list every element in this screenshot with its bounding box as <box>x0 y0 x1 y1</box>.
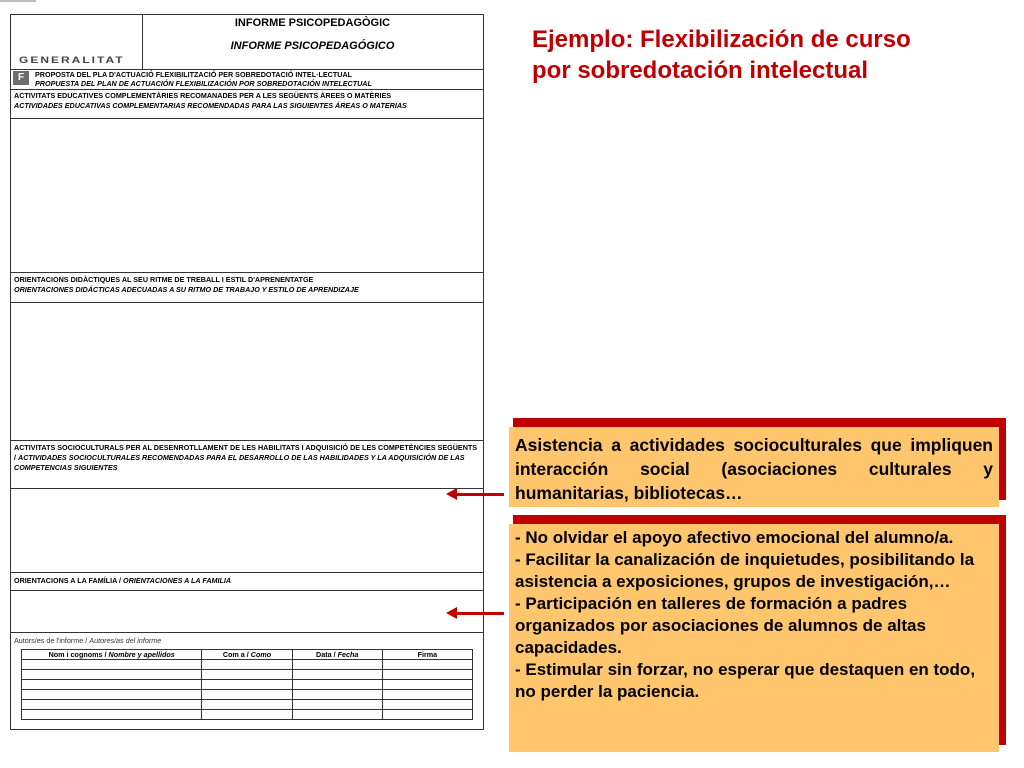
arrow-left-icon <box>456 612 504 615</box>
slide-title-line-1: Ejemplo: Flexibilización de curso <box>532 26 911 53</box>
callout-sociocultural-text: Asistencia a actividades socioculturales que impliquen interacción social (asociaciones culturales y humanitarias, bibliotecas… <box>515 435 993 503</box>
section-f-header <box>11 69 483 90</box>
table-cell[interactable] <box>292 660 382 670</box>
didactic-field[interactable] <box>11 303 483 441</box>
table-cell[interactable] <box>292 690 382 700</box>
activities-label-catalan: ACTIVITATS EDUCATIVES COMPLEMENTÀRIES RECOMANADES PER A LES SEGÜENTS ÀREES O MATÈRIES <box>14 91 392 100</box>
table-row <box>22 680 473 690</box>
family-field[interactable] <box>11 591 483 633</box>
authors-label-catalan: Autors/es de l'informe / <box>14 636 88 645</box>
activities-field[interactable] <box>11 119 483 273</box>
callout-family <box>509 524 999 752</box>
list-item: - Participación en talleres de formación a padres organizados por asociaciones de alumnos de altas capacidades. <box>515 594 926 657</box>
table-cell[interactable] <box>382 680 472 690</box>
table-row <box>22 670 473 680</box>
table-cell[interactable] <box>22 660 202 670</box>
authors-label-spanish: Autores/as del informe <box>89 636 162 645</box>
activities-label-spanish: ACTIVIDADES EDUCATIVAS COMPLEMENTARIAS RECOMENDADAS PARA LAS SIGUIENTES ÁREAS O MATERIAS <box>14 101 407 110</box>
generalitat-logo <box>11 15 143 69</box>
logo-text: GENERALITAT <box>19 54 125 66</box>
sociocultural-label-catalan: ACTIVITATS SOCIOCULTURALS PER AL DESENROTLLAMENT DE LES HABILITATS I ADQUISICIÓ DE LES COMPETÈNCIES SEGÜENTS / <box>14 443 478 462</box>
table-cell[interactable] <box>202 710 292 720</box>
list-item: - Facilitar la canalización de inquietudes, posibilitando la asistencia a exposiciones, grupos de investigación,… <box>515 550 975 591</box>
didactic-label-catalan: ORIENTACIONS DIDÀCTIQUES AL SEU RITME DE TREBALL I ESTIL D'APRENENTATGE <box>14 275 314 284</box>
slide-title <box>532 24 1012 86</box>
column-role-catalan: Com a / <box>222 650 249 659</box>
table-row <box>22 690 473 700</box>
table-cell[interactable] <box>202 690 292 700</box>
column-date-catalan: Data / <box>316 650 336 659</box>
table-cell[interactable] <box>202 670 292 680</box>
list-item: - No olvidar el apoyo afectivo emocional del alumno/a. <box>515 528 954 547</box>
table-row <box>22 660 473 670</box>
didactic-label-spanish: ORIENTACIONES DIDÁCTICAS ADECUADAS A SU RITMO DE TRABAJO Y ESTILO DE APRENDIZAJE <box>14 285 359 294</box>
authors-label <box>14 636 161 645</box>
form-header <box>11 15 483 70</box>
column-role <box>202 650 292 660</box>
callout-sociocultural <box>509 427 999 507</box>
top-edge-line <box>0 0 36 2</box>
column-signature <box>382 650 472 660</box>
table-row <box>22 700 473 710</box>
sociocultural-label <box>14 443 480 473</box>
column-name-catalan: Nom i cognoms / <box>48 650 107 659</box>
table-cell[interactable] <box>292 670 382 680</box>
list-item: - Estimular sin forzar, no esperar que destaquen en todo, no perder la paciencia. <box>515 660 976 701</box>
header-title-spanish: INFORME PSICOPEDAGÓGICO <box>230 40 395 52</box>
table-cell[interactable] <box>202 660 292 670</box>
table-cell[interactable] <box>292 700 382 710</box>
family-label-catalan: ORIENTACIONS A LA FAMÍLIA / <box>14 576 122 585</box>
section-letter-badge: F <box>13 71 29 85</box>
section-f-title-catalan: PROPOSTA DEL PLA D'ACTUACIÓ FLEXIBILITZACIÓ PER SOBREDOTACIÓ INTEL·LECTUAL <box>35 70 353 79</box>
didactic-section-header <box>11 273 483 303</box>
sociocultural-section-header <box>11 441 483 489</box>
table-cell[interactable] <box>22 680 202 690</box>
table-cell[interactable] <box>292 680 382 690</box>
header-title-catalan: INFORME PSICOPEDAGÒGIC <box>234 17 391 29</box>
table-cell[interactable] <box>22 670 202 680</box>
slide-title-line-2: por sobredotación intelectual <box>532 57 869 84</box>
family-label <box>14 576 231 585</box>
table-cell[interactable] <box>382 700 472 710</box>
sociocultural-field[interactable] <box>11 489 483 573</box>
column-name-spanish: Nombre y apellidos <box>108 650 175 659</box>
table-header-row <box>22 650 473 660</box>
table-cell[interactable] <box>382 690 472 700</box>
table-cell[interactable] <box>202 700 292 710</box>
column-role-spanish: Como <box>250 650 272 659</box>
table-cell[interactable] <box>292 710 382 720</box>
table-cell[interactable] <box>22 700 202 710</box>
arrow-left-icon <box>456 493 504 496</box>
table-cell[interactable] <box>382 670 472 680</box>
column-signature-label: Firma <box>417 650 438 659</box>
table-cell[interactable] <box>22 690 202 700</box>
family-section-header <box>11 573 483 591</box>
authors-signature-table <box>21 649 473 720</box>
family-label-spanish: ORIENTACIONES A LA FAMILIA <box>123 576 232 585</box>
table-cell[interactable] <box>202 680 292 690</box>
section-f-title-spanish: PROPUESTA DEL PLAN DE ACTUACIÓN FLEXIBILIZACIÓN POR SOBREDOTACIÓN INTELECTUAL <box>35 79 372 88</box>
column-date-spanish: Fecha <box>337 650 359 659</box>
table-cell[interactable] <box>22 710 202 720</box>
activities-section-header <box>11 89 483 119</box>
psychopedagogical-report-form <box>10 14 484 730</box>
column-name <box>22 650 202 660</box>
table-row <box>22 710 473 720</box>
sociocultural-label-spanish: ACTIVIDADES SOCIOCULTURALES RECOMENDADAS PARA EL DESARROLLO DE LAS HABILIDADES Y LA ADQUISICIÓN DE LAS COMPETENCIAS SIGUIENTES <box>14 453 465 472</box>
table-cell[interactable] <box>382 660 472 670</box>
column-date <box>292 650 382 660</box>
table-cell[interactable] <box>382 710 472 720</box>
